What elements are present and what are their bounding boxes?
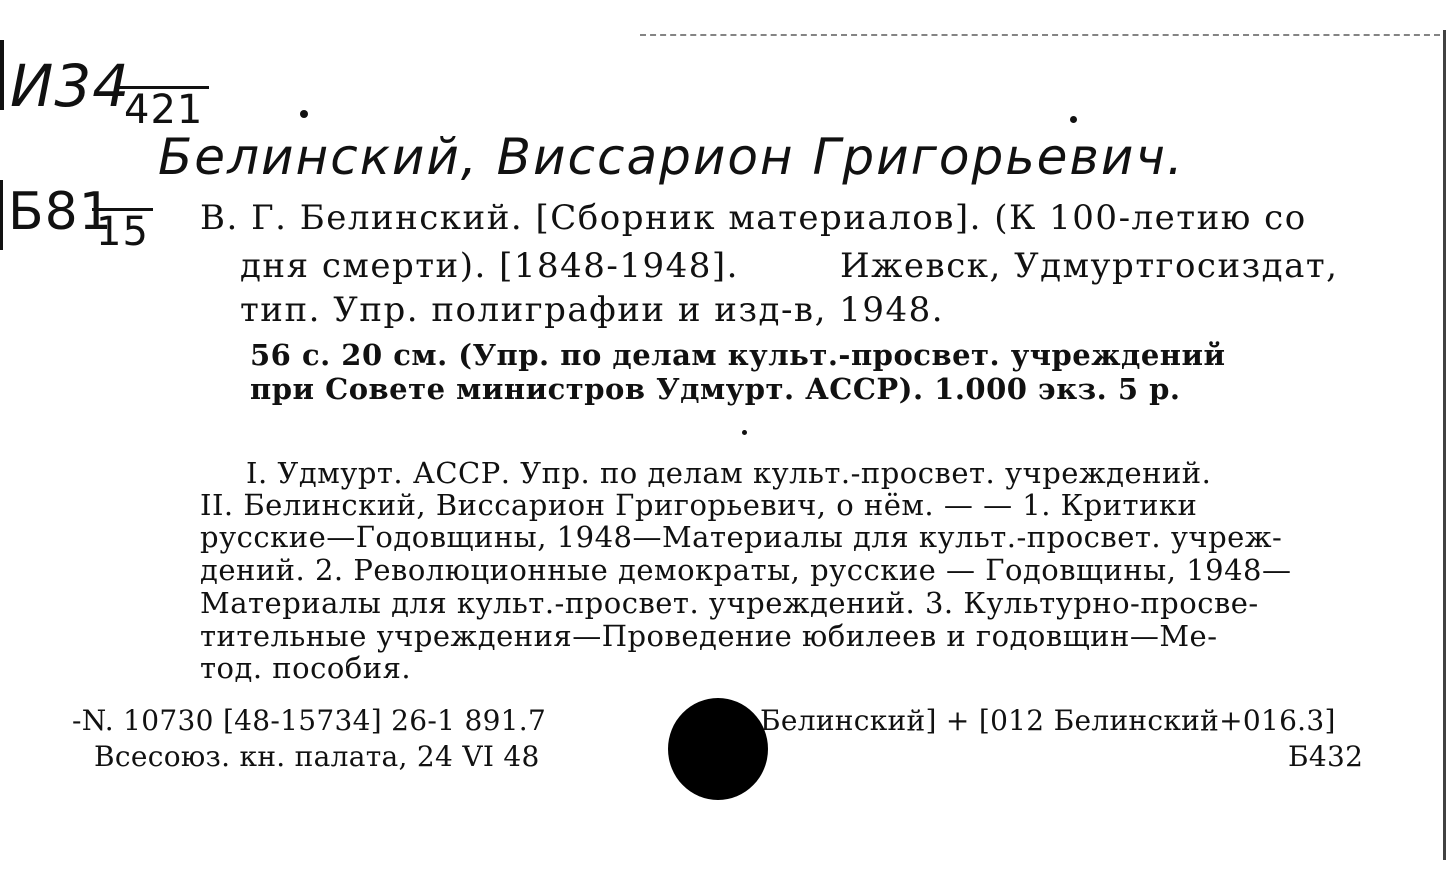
footer-number-line: -N. 10730 [48-15734] 26-1 891.7 <box>72 704 547 737</box>
shelf-mark-top-sub: 421 <box>118 86 209 131</box>
ink-speck <box>300 110 308 118</box>
entry-dates-line: дня смерти). [1848-1948]. <box>240 246 739 286</box>
entry-imprint-place: Ижевск, Удмуртгосиздат, <box>840 246 1339 286</box>
ink-blot <box>668 698 768 800</box>
subject-heading-line: дений. 2. Революционные демократы, русские — Годовщины, 1948— <box>200 553 1292 587</box>
subject-heading-line: русские—Годовщины, 1948—Материалы для культ.-просвет. учреж- <box>200 520 1283 554</box>
card-right-edge <box>1443 30 1450 860</box>
footer-classification: Белинский] + [012 Белинский+016.3] <box>760 704 1336 737</box>
shelf-mark-bottom: Б81 <box>8 182 113 242</box>
ink-speck <box>742 430 747 435</box>
ink-speck <box>1070 116 1077 123</box>
shelf-mark-top: И34 <box>10 52 131 120</box>
footer-chamber-line: Всесоюз. кн. палата, 24 VI 48 <box>94 740 540 773</box>
card-left-edge-mark <box>0 180 3 250</box>
subject-heading-line: тод. пособия. <box>200 651 412 685</box>
handwritten-heading: Белинский, Виссарион Григорьевич. <box>158 128 1185 186</box>
card-top-edge <box>640 34 1440 36</box>
entry-series-line: при Совете министров Удмурт. АССР). 1.000 экз. 5 р. <box>250 372 1181 406</box>
subject-heading-line: I. Удмурт. АССР. Упр. по делам культ.-просвет. учреждений. <box>246 456 1212 490</box>
entry-publisher-line: тип. Упр. полиграфии и изд-в, 1948. <box>240 290 945 330</box>
shelf-mark-bottom-sub: 15 <box>92 208 153 253</box>
subject-heading-line: Материалы для культ.-просвет. учреждений. 3. Культурно-просве- <box>200 586 1259 620</box>
card-left-edge-mark <box>0 40 4 110</box>
entry-title-line: В. Г. Белинский. [Сборник материалов]. (К 100-летию со <box>200 198 1307 238</box>
footer-code: Б432 <box>1288 740 1364 773</box>
subject-heading-line: II. Белинский, Виссарион Григорьевич, о нём. — — 1. Критики <box>200 488 1198 522</box>
subject-heading-line: тительные учреждения—Проведение юбилеев и годовщин—Ме- <box>200 619 1218 653</box>
entry-collation-line: 56 с. 20 см. (Упр. по делам культ.-просвет. учреждений <box>250 338 1226 372</box>
